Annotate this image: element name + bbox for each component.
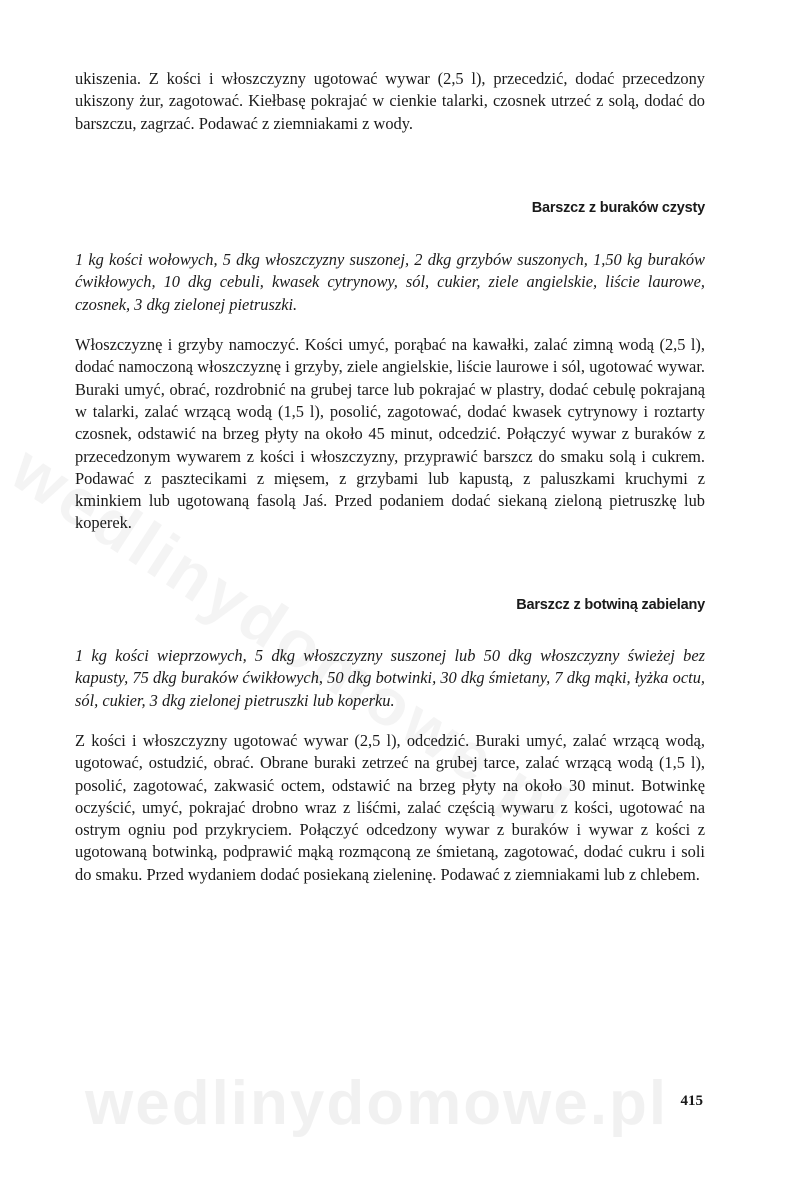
ingredients-barszcz-z-botwina: 1 kg kości wieprzowych, 5 dkg włoszczyzny suszonej lub 50 dkg włoszczyzny świeżej bez kapusty, 75 dkg buraków ćwikłowych, 50 dkg botwinki, 30 dkg śmietany, 7 dkg mąki, łyżka octu, sól, cukier, 3 dkg zielonej pietruszki lub koperku.	[75, 646, 705, 710]
page-content	[75, 68, 705, 886]
ingredients-barszcz-czysty: 1 kg kości wołowych, 5 dkg włoszczyzny suszonej, 2 dkg grzybów suszonych, 1,50 kg buraków ćwikłowych, 10 dkg cebuli, kwasek cytrynowy, sól, cukier, ziele angielskie, liście laurowe, czosnek, 3 dkg zielonej pietruszki.	[75, 250, 705, 314]
recipe-title-barszcz-z-botwina: Barszcz z botwiną zabielany	[516, 596, 705, 613]
page-number: 415	[680, 1093, 703, 1109]
recipe-title-barszcz-czysty: Barszcz z buraków czysty	[531, 199, 705, 216]
intro-paragraph: ukiszenia. Z kości i włoszczyzny ugotować wywar (2,5 l), przecedzić, dodać przecedzony ukiszony żur, zagotować. Kiełbasę pokrajać w cienkie talarki, czosnek utrzeć z solą, dodać do barszczu, zagrzać. Podawać z ziemniakami z wody.	[75, 69, 705, 133]
footer-watermark: wedlinydomowe.pl	[85, 1069, 669, 1138]
instructions-barszcz-czysty: Włoszczyznę i grzyby namoczyć. Kości umyć, porąbać na kawałki, zalać zimną wodą (2,5 l), dodać namoczoną włoszczyznę i grzyby, ziele angielskie, liście laurowe i sól, ugotować wywar. Buraki umyć, obrać, rozdrobnić na grubej tarce lub pokrajać w plastry, dodać cebulę pokrajaną w talarki, zalać wrzącą wodą (1,5 l), posolić, zagotować, dodać kwasek cytrynowy i roztarty czosnek, odstawić na brzeg płyty na około 45 minut, odcedzić. Połączyć wywar z buraków z przecedzonym wywarem z kości i włoszczyzny, przyprawić barszcz do smaku solą i cukrem. Podawać z pasztecikami z mięsem, z grzybami lub kapustą, z paluszkami kruchymi z kminkiem lub ugotowaną fasolą Jaś. Przed podaniem dodać siekaną zieloną pietruszkę lub koperek.	[75, 335, 705, 533]
instructions-barszcz-z-botwina: Z kości i włoszczyzny ugotować wywar (2,5 l), odcedzić. Buraki umyć, zalać wrzącą wodą, ugotować, ostudzić, obrać. Obrane buraki zetrzeć na grubej tarce, zalać wrzącą wodą (1,5 l), posolić, zagotować, zakwasić octem, odstawić na brzeg płyty na około 30 minut. Botwinkę oczyścić, umyć, pokrajać drobno wraz z liśćmi, zalać częścią wywaru z kości, ugotować na ostrym ogniu pod przykryciem. Połączyć odcedzony wywar z buraków i wywar z kości z ugotowaną botwinką, podprawić mąką rozmąconą ze śmietaną, zagotować, dodać cukru i soli do smaku. Przed wydaniem dodać posiekaną zieleninę. Podawać z ziemniakami lub z chlebem.	[75, 730, 705, 884]
